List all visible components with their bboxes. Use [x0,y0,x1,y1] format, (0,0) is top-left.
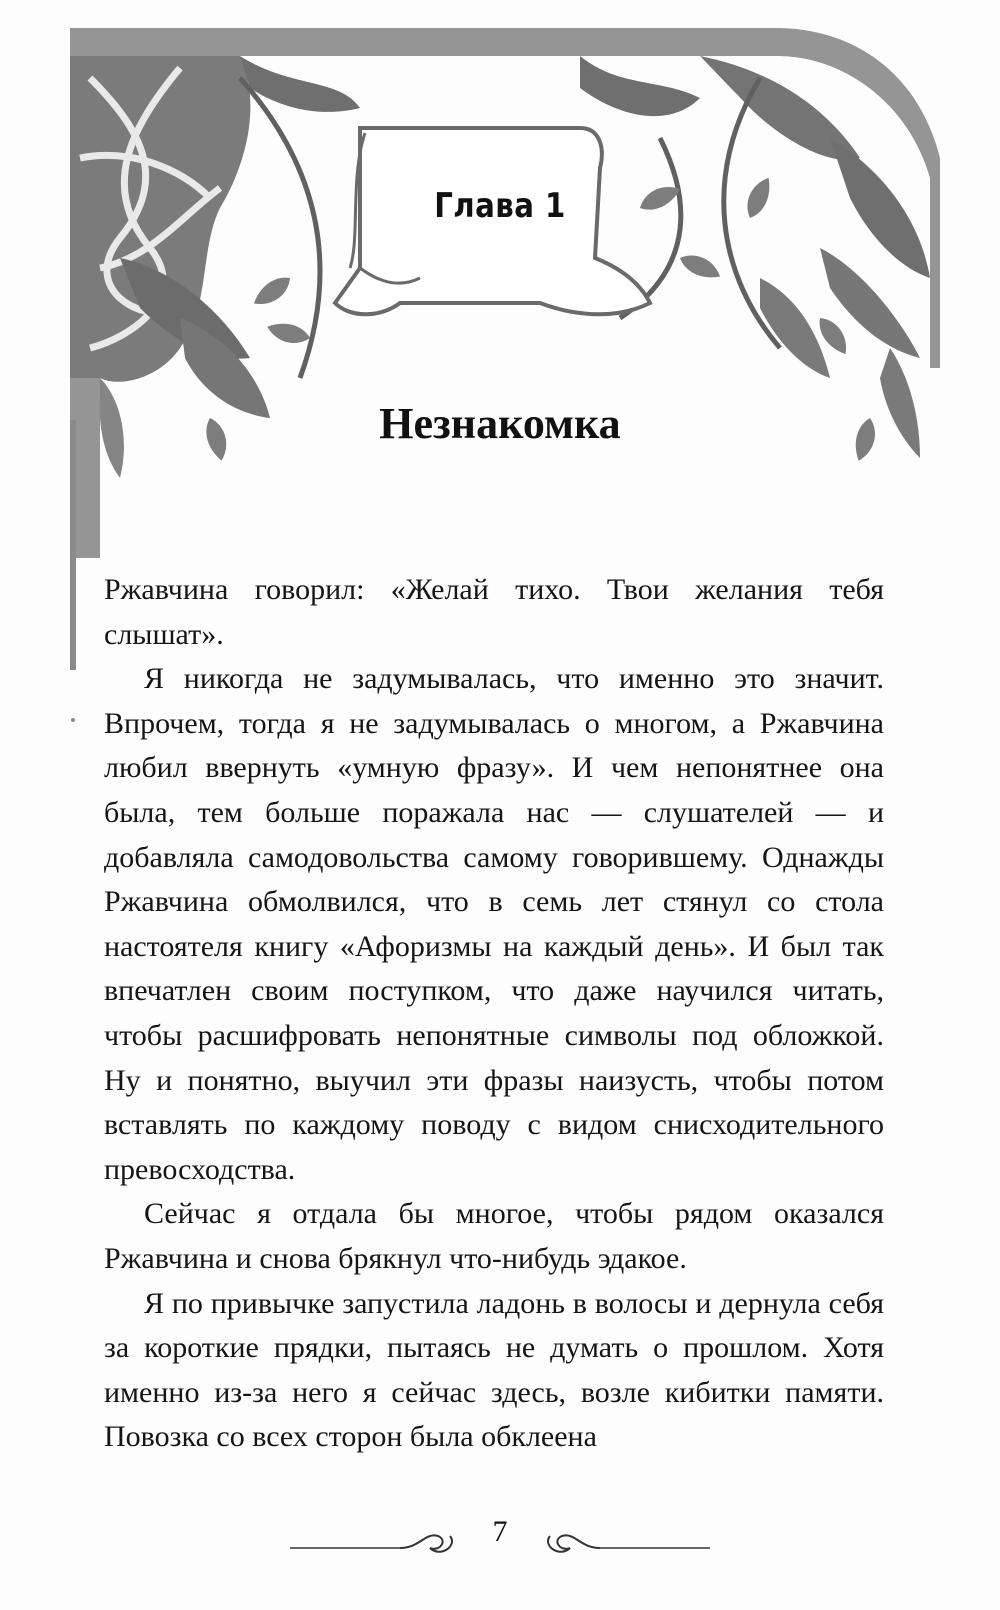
paragraph: Сейчас я отдала бы многое, чтобы рядом оказался Ржавчина и снова брякнул что-нибудь эдакое. [104,1197,884,1275]
chapter-number: Глава 1 [434,186,566,226]
vine-ornament-frame [60,18,950,568]
chapter-title: Незнакомка [379,399,621,448]
paragraph: Ржавчина говорил: «Желай тихо. Твои желания тебя слышат». [104,573,884,651]
paragraph: Я по привычке запустила ладонь в волосы и дернула себя за короткие прядки, пытаясь не думать о прошлом. Хотя именно из-за него я сейчас здесь, возле кибитки памяти. Повозка со всех сторон была обклеена [104,1286,884,1454]
chapter-body-text [104,568,884,1460]
paragraph: Я никогда не задумывалась, что именно это значит. Впрочем, тогда я не задумывалась о многом, а Ржавчина любил ввернуть «умную фразу». И чем непонятнее она была, тем больше поражала нас — слушателей — и добавляла самодовольства самому говорившему. Однажды Ржавчина обмолвился, что в семь лет стянул со стола настоятеля книгу «Афоризмы на каждый день». И был так впечатлен своим поступком, что даже научился читать, чтобы расшифровать непонятные символы под обложкой. Ну и понятно, выучил эти фразы наизусть, чтобы потом вставлять по каждому поводу с видом снисходительного превосходства. [104,662,884,1186]
left-border-ornament [68,420,90,730]
page-number: 7 [492,1515,508,1548]
